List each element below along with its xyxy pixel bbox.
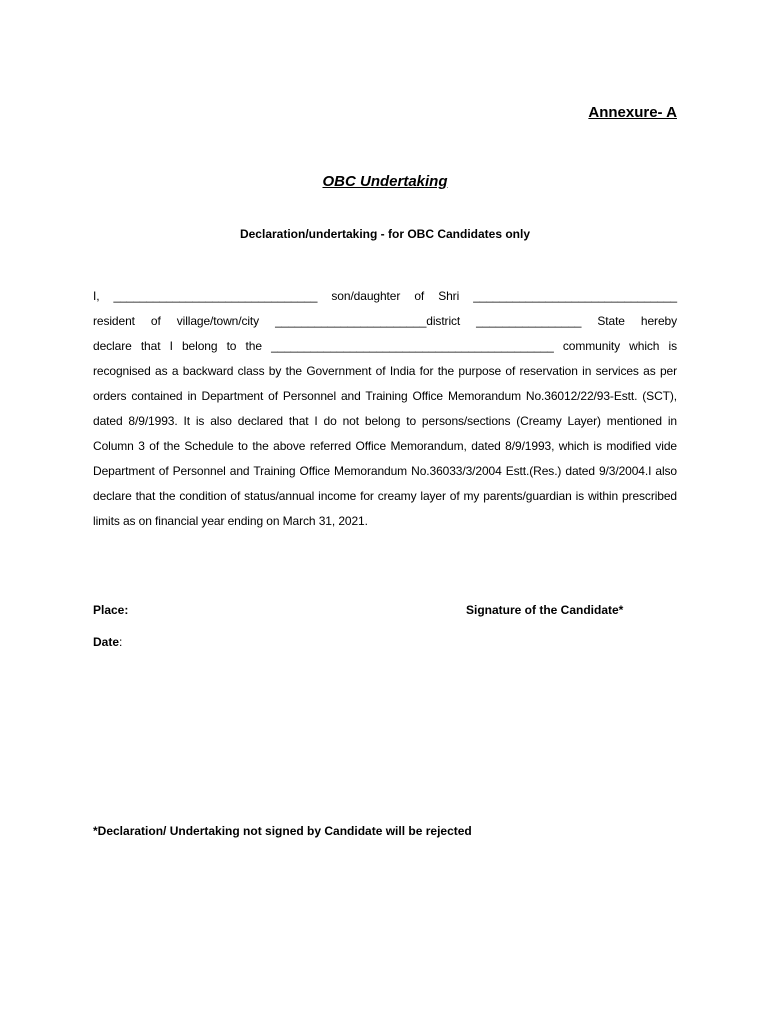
document-title: OBC Undertaking — [322, 173, 448, 190]
date-colon: : — [119, 635, 123, 649]
date-label: Date — [93, 635, 120, 649]
annexure-label: Annexure- A — [588, 104, 677, 121]
date-field — [93, 635, 122, 649]
document-subtitle: Declaration/undertaking - for OBC Candidates only — [239, 227, 531, 241]
place-label: Place: — [93, 603, 129, 617]
declaration-paragraph: recognised as a backward class by the Government of India for the purpose of reservation in services as per orders contained in Department of Personnel and Training Office Memorandum No.36012/22/93-Estt. (SCT), dated 8/9/1993. It is also declared that I do not belong to persons/sections (Creamy Layer) mentioned in Column 3 of the Schedule to the above referred Office Memorandum, dated 8/9/1993, which is modified vide Department of Personnel and Training Office Memorandum No.36033/3/2004 Estt.(Res.) dated 9/3/2004.I also declare that the condition of status/annual income for creamy layer of my parents/guardian is within prescribed limits as on financial year ending on March 31, 2021. — [93, 364, 677, 528]
declaration-body — [93, 284, 677, 534]
footnote: *Declaration/ Undertaking not signed by Candidate will be rejected — [93, 824, 472, 838]
declaration-line-1: I, _______________________________ son/daughter of Shri _______________________________ — [93, 289, 677, 303]
declaration-line-3: declare that I belong to the ___________________________________________ community which is — [93, 339, 677, 353]
signature-label: Signature of the Candidate* — [466, 603, 624, 617]
declaration-line-2: resident of village/town/city _______________________district ________________ State hereby — [93, 314, 677, 328]
